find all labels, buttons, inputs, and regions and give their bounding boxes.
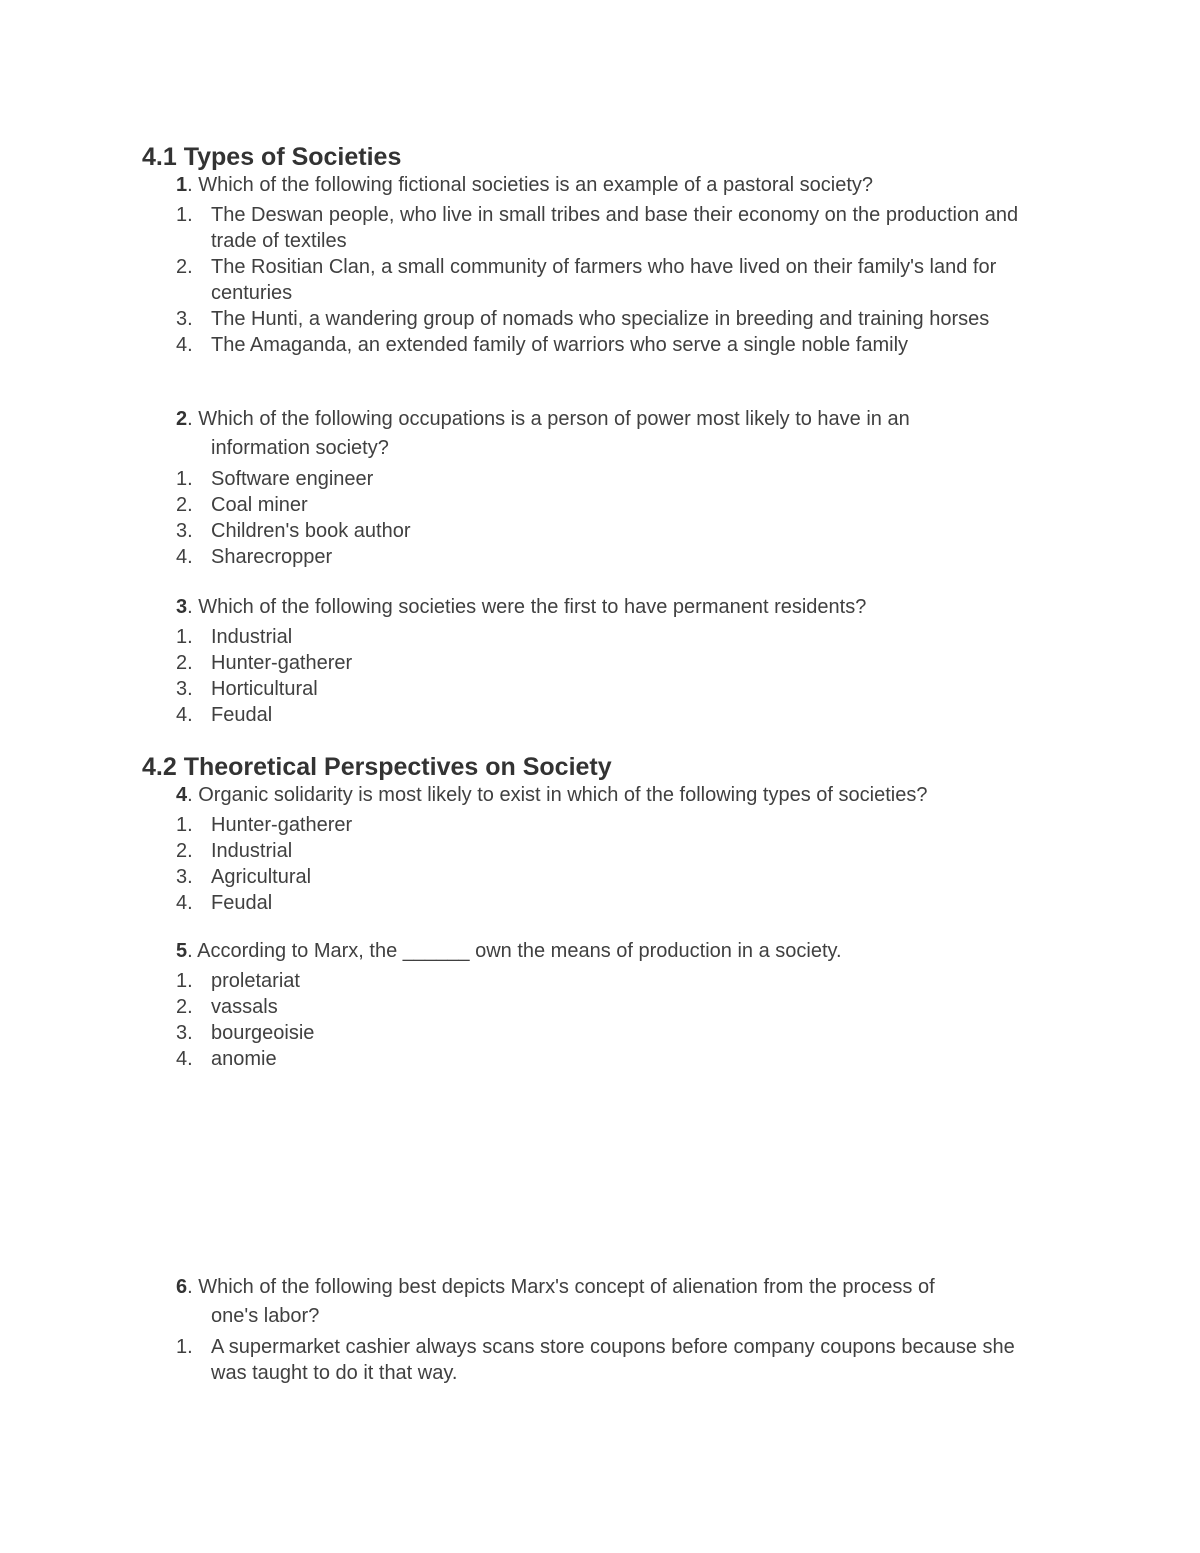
- answer-option: [0, 1334, 1200, 1386]
- answer-options: [0, 812, 1200, 916]
- option-text: Industrial: [211, 626, 293, 648]
- option-number: 3.: [176, 308, 193, 330]
- option-text: Feudal: [211, 704, 273, 726]
- question-1: [176, 171, 1046, 200]
- option-number: 1.: [176, 468, 193, 490]
- option-number: 2.: [176, 256, 193, 278]
- answer-options: [0, 202, 1200, 358]
- question-text-continued: one's labor?: [211, 1305, 320, 1327]
- answer-options: [0, 968, 1200, 1072]
- option-number: 1.: [176, 626, 193, 648]
- option-text: Hunter-gatherer: [211, 652, 353, 674]
- option-text: The Deswan people, who live in small tribes and base their economy on the production and trade of textiles: [211, 204, 1019, 252]
- option-text: Coal miner: [211, 494, 308, 516]
- option-number: 3.: [176, 678, 193, 700]
- option-number: 4.: [176, 1048, 193, 1070]
- answer-option: [0, 702, 1200, 728]
- question-3: [176, 593, 1046, 622]
- answer-option: [0, 624, 1200, 650]
- answer-option: [0, 202, 1200, 254]
- option-number: 3.: [176, 520, 193, 542]
- option-number: 1.: [176, 814, 193, 836]
- answer-option: [0, 812, 1200, 838]
- question-number: 1: [176, 174, 188, 196]
- question-2: [176, 405, 1046, 463]
- question-number: 5: [176, 940, 188, 962]
- question-number: 2: [176, 408, 188, 430]
- question-5: [176, 937, 1046, 966]
- option-number: 2.: [176, 840, 193, 862]
- option-text: vassals: [211, 996, 278, 1018]
- option-number: 2.: [176, 996, 193, 1018]
- option-text: anomie: [211, 1048, 277, 1070]
- question-number: 4: [176, 784, 188, 806]
- option-text: Horticultural: [211, 678, 318, 700]
- option-number: 2.: [176, 652, 193, 674]
- answer-option: [0, 518, 1200, 544]
- option-number: 4.: [176, 892, 193, 914]
- option-number: 4.: [176, 704, 193, 726]
- option-text: Agricultural: [211, 866, 312, 888]
- answer-options: [0, 624, 1200, 728]
- answer-option: [0, 838, 1200, 864]
- answer-option: [0, 492, 1200, 518]
- option-number: 2.: [176, 494, 193, 516]
- option-number: 1.: [176, 1336, 193, 1358]
- question-text-continued: information society?: [211, 437, 389, 459]
- answer-option: [0, 466, 1200, 492]
- answer-option: [0, 306, 1200, 332]
- question-number: 6: [176, 1276, 188, 1298]
- answer-options: [0, 1334, 1200, 1386]
- question-number: 3: [176, 596, 188, 618]
- answer-option: [0, 332, 1200, 358]
- answer-option: [0, 676, 1200, 702]
- option-number: 3.: [176, 866, 193, 888]
- option-number: 1.: [176, 970, 193, 992]
- option-text: A supermarket cashier always scans store coupons before company coupons because she was taught to do it that way.: [211, 1336, 1015, 1384]
- option-text: Children's book author: [211, 520, 411, 542]
- question-text: . Which of the following best depicts Marx's concept of alienation from the process of: [187, 1276, 935, 1298]
- option-text: Software engineer: [211, 468, 374, 490]
- option-number: 4.: [176, 546, 193, 568]
- section-heading: 4.2 Theoretical Perspectives on Society: [142, 753, 612, 781]
- answer-option: [0, 890, 1200, 916]
- option-text: The Amaganda, an extended family of warriors who serve a single noble family: [211, 334, 909, 356]
- answer-option: [0, 994, 1200, 1020]
- question-text: . Organic solidarity is most likely to exist in which of the following types of societies?: [187, 784, 928, 806]
- answer-options: [0, 466, 1200, 570]
- answer-option: [0, 1020, 1200, 1046]
- option-text: The Hunti, a wandering group of nomads who specialize in breeding and training horses: [211, 308, 990, 330]
- option-text: Sharecropper: [211, 546, 333, 568]
- answer-option: [0, 544, 1200, 570]
- question-text: . According to Marx, the ______ own the means of production in a society.: [187, 940, 842, 962]
- answer-option: [0, 650, 1200, 676]
- option-number: 3.: [176, 1022, 193, 1044]
- option-text: Feudal: [211, 892, 273, 914]
- option-text: bourgeoisie: [211, 1022, 315, 1044]
- section-heading: 4.1 Types of Societies: [142, 143, 402, 171]
- option-number: 4.: [176, 334, 193, 356]
- option-text: proletariat: [211, 970, 300, 992]
- question-4: [176, 781, 1046, 810]
- answer-option: [0, 1046, 1200, 1072]
- question-text: . Which of the following occupations is a person of power most likely to have in an: [187, 408, 910, 430]
- question-text: . Which of the following fictional societies is an example of a pastoral society?: [187, 174, 874, 196]
- answer-option: [0, 864, 1200, 890]
- option-text: The Rositian Clan, a small community of farmers who have lived on their family's land for centuries: [211, 256, 997, 304]
- option-text: Hunter-gatherer: [211, 814, 353, 836]
- option-text: Industrial: [211, 840, 293, 862]
- option-number: 1.: [176, 204, 193, 226]
- question-6: [176, 1273, 1046, 1331]
- answer-option: [0, 968, 1200, 994]
- question-text: . Which of the following societies were the first to have permanent residents?: [187, 596, 867, 618]
- answer-option: [0, 254, 1200, 306]
